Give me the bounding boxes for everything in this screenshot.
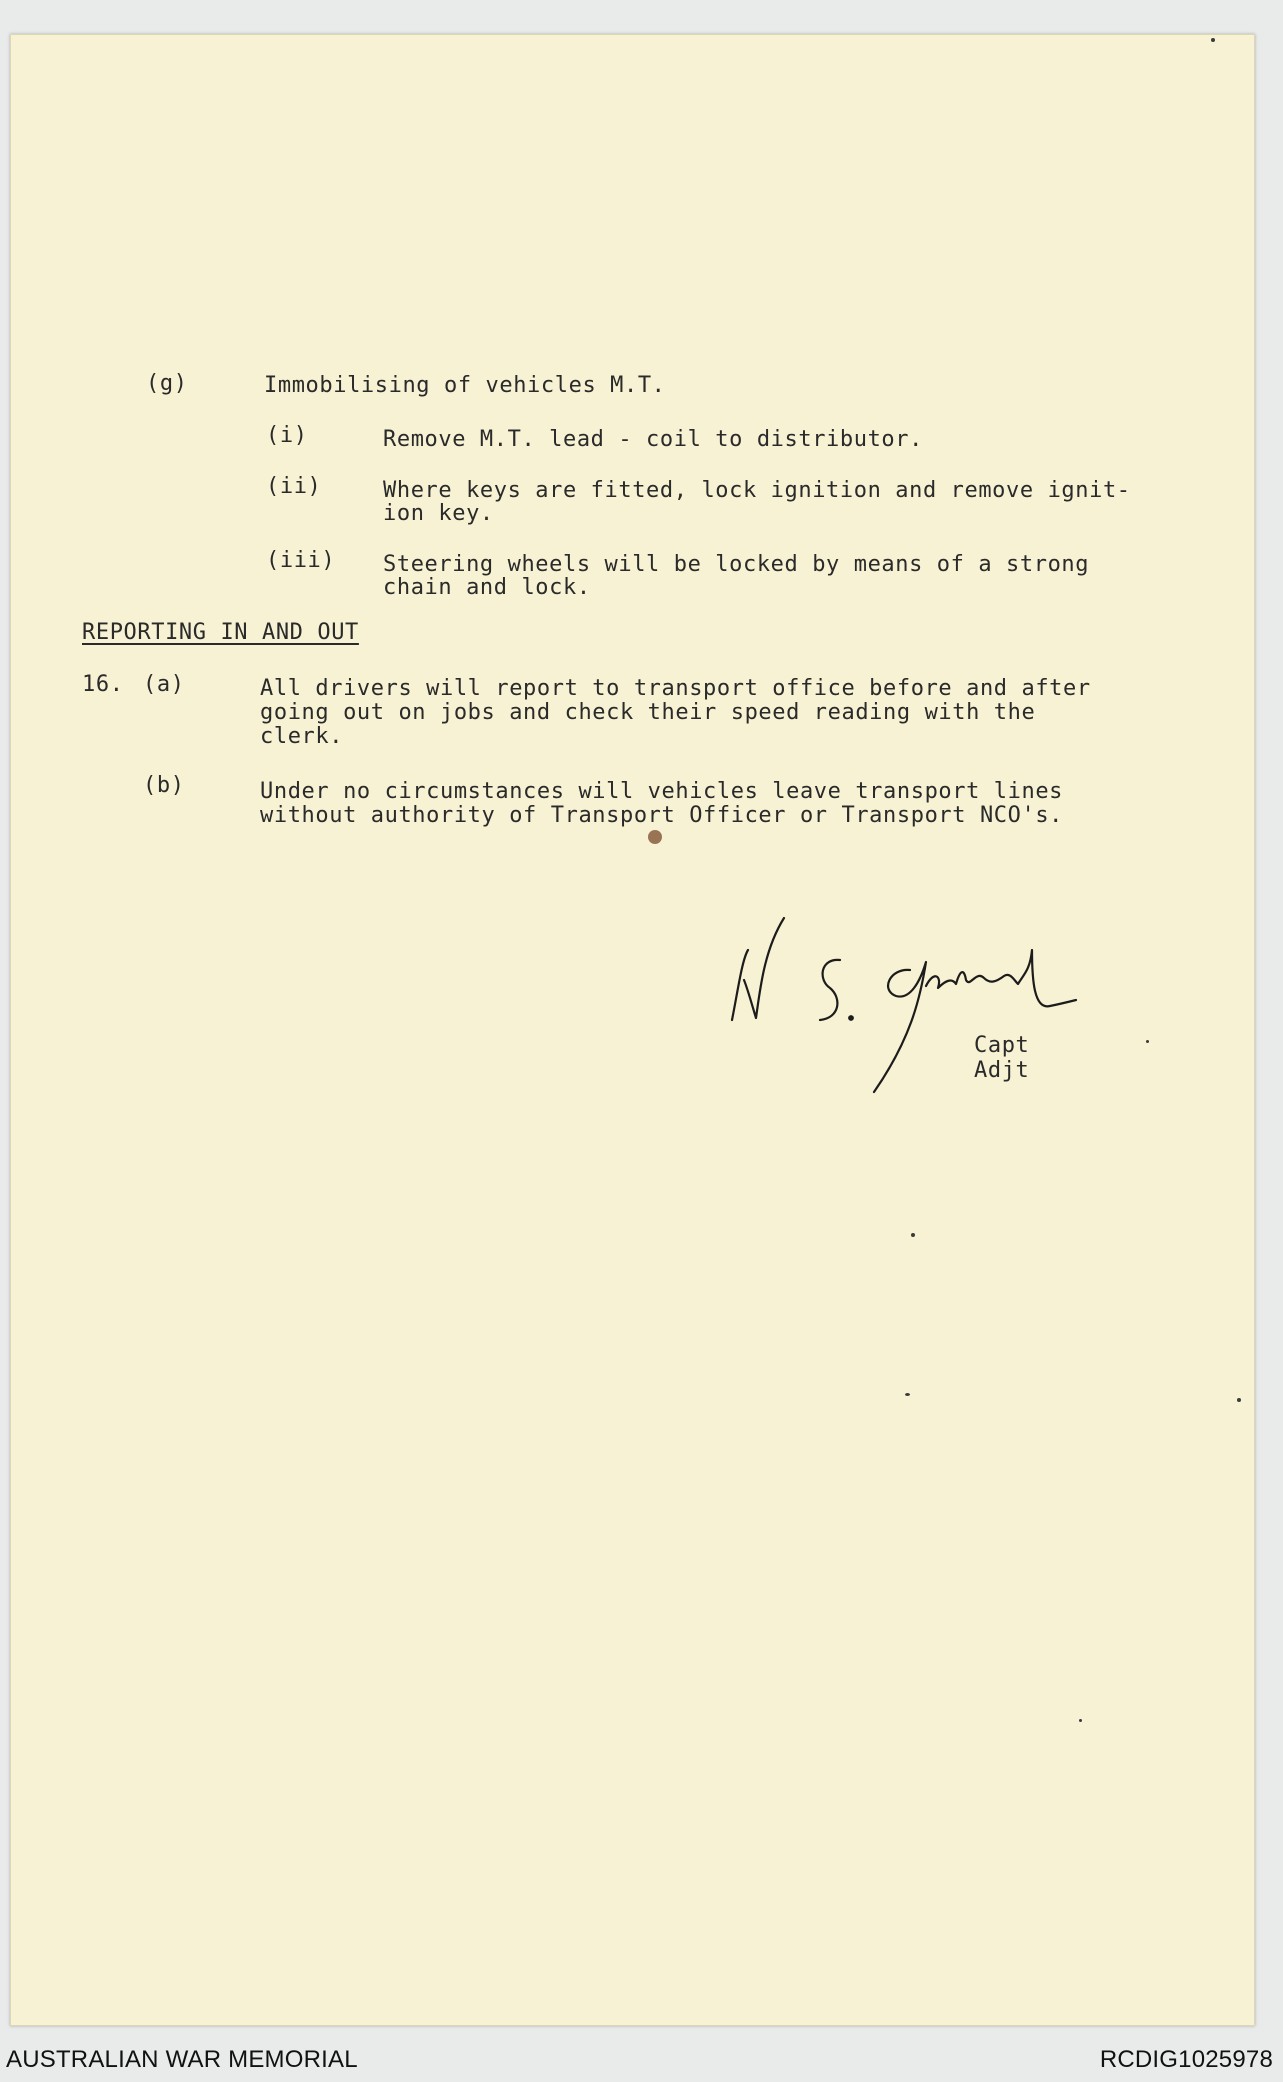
item-iii-line2: chain and lock. [383, 575, 591, 600]
item-i-text: Remove M.T. lead - coil to distributor. [383, 427, 923, 452]
item-ii-marker: (ii) [266, 474, 322, 499]
paper-speck [1237, 1398, 1241, 1402]
footer-archive-name: AUSTRALIAN WAR MEMORIAL [6, 2046, 358, 2073]
paper-speck [905, 1393, 910, 1396]
handwritten-signature [720, 910, 1140, 1100]
item-ii-line2: ion key. [383, 501, 494, 526]
item-iii-marker: (iii) [266, 548, 336, 573]
item-i-marker: (i) [266, 423, 308, 448]
para-16a-line3: clerk. [260, 724, 344, 749]
section-heading: REPORTING IN AND OUT [82, 620, 359, 645]
footer-record-id: RCDIG1025978 [1099, 2046, 1273, 2073]
item-ii-line1: Where keys are fitted, lock ignition and remove ignit- [383, 478, 1131, 503]
paper-speck [911, 1233, 915, 1237]
paper-speck [1211, 38, 1215, 42]
section-g-marker: (g) [146, 371, 188, 396]
paper-speck [1146, 1040, 1149, 1043]
section-g-title: Immobilising of vehicles M.T. [264, 373, 666, 398]
paper-speck [1079, 1719, 1082, 1722]
item-iii-line1: Steering wheels will be locked by means of a strong [383, 552, 1090, 577]
paragraph-number: 16. [82, 672, 124, 697]
para-16a-line2: going out on jobs and check their speed reading with the [260, 700, 1036, 725]
ink-stain [648, 830, 662, 844]
para-16a-line1: All drivers will report to transport office before and after [260, 676, 1091, 701]
signatory-appointment: Adjt [974, 1058, 1030, 1083]
para-16b-line1: Under no circumstances will vehicles leave transport lines [260, 779, 1064, 804]
para-16b-marker: (b) [143, 773, 185, 798]
para-16a-marker: (a) [143, 672, 185, 697]
signatory-rank: Capt [974, 1033, 1030, 1058]
para-16b-line2: without authority of Transport Officer or Transport NCO's. [260, 803, 1064, 828]
